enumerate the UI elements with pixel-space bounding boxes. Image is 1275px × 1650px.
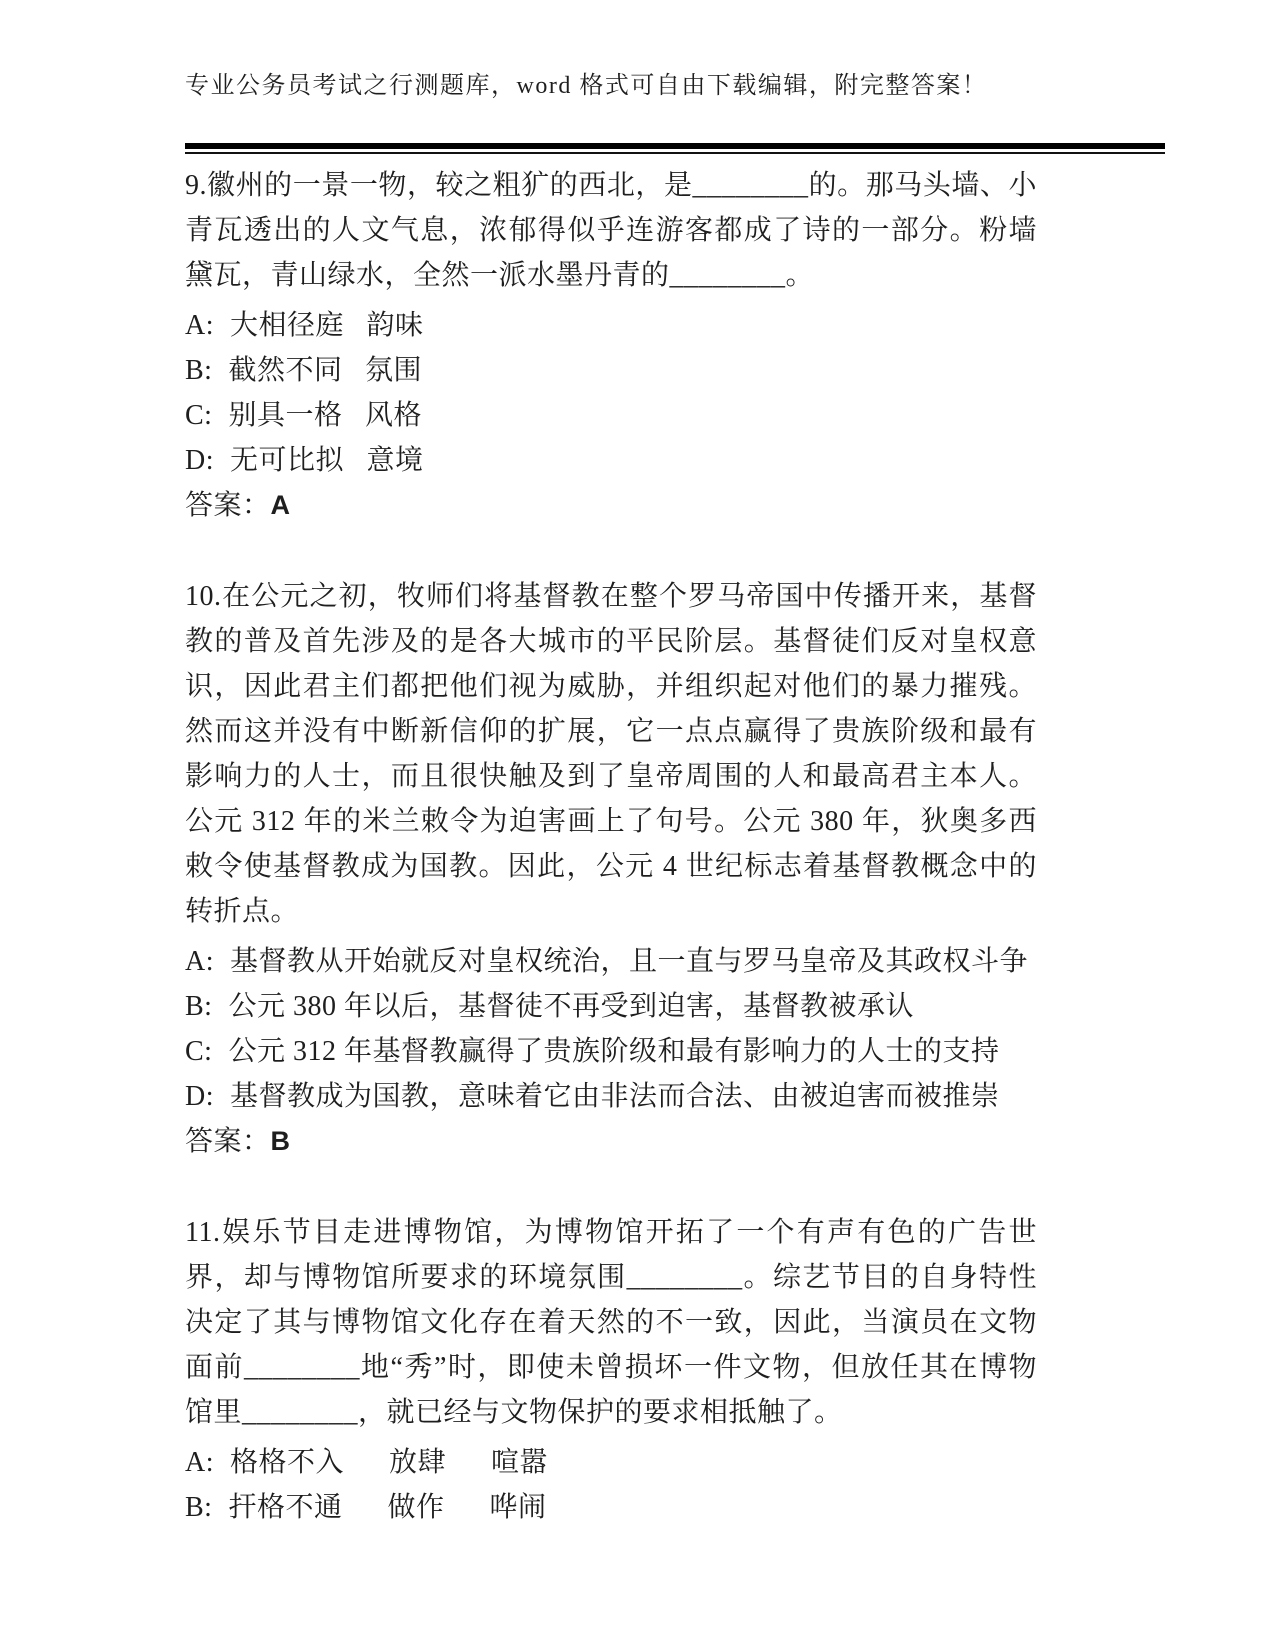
option-row-b (185, 348, 1037, 393)
options-list (185, 303, 1037, 483)
option-label: A: (185, 946, 214, 977)
answer-row (185, 483, 1037, 528)
option-text: 扞格不通 做作 哗闹 (228, 1492, 547, 1523)
option-text: 大相径庭 韵味 (230, 310, 424, 341)
option-label: A: (185, 1447, 214, 1478)
options-list (185, 939, 1037, 1119)
question-stem (185, 574, 1037, 934)
option-label: B: (185, 355, 213, 386)
question-number: 10. (185, 581, 222, 612)
question-stem (185, 1210, 1037, 1435)
option-row-d (185, 438, 1037, 483)
answer-label: 答案： (185, 490, 271, 521)
option-row-b (185, 984, 1037, 1029)
option-text: 公元 380 年以后，基督徒不再受到迫害，基督教被承认 (228, 991, 914, 1022)
question-stem-text: 在公元之初，牧师们将基督教在整个罗马帝国中传播开来，基督教的普及首先涉及的是各大城市的平民阶层。基督徒们反对皇权意识，因此君主们都把他们视为威胁，并组织起对他们的暴力摧残。然而这并没有中断新信仰的扩展，它一点点赢得了贵族阶级和最有影响力的人士，而且很快触及到了皇帝周围的人和最高君主本人。公元 312 年的米兰敕令为迫害画上了句号。公元 380 年，狄奥多西敕令使基督教成为国教。因此，公元 4 世纪标志着基督教概念中的转折点。 (185, 581, 1037, 927)
document-header-text: 专业公务员考试之行测题库，word 格式可自由下载编辑，附完整答案！ (185, 73, 988, 99)
option-label: A: (185, 310, 214, 341)
option-row-c (185, 393, 1037, 438)
option-row-a (185, 1440, 1037, 1485)
option-row-b (185, 1485, 1037, 1530)
option-text: 格格不入 放肆 喧嚣 (230, 1447, 549, 1478)
option-text: 公元 312 年基督教赢得了贵族阶级和最有影响力的人士的支持 (228, 1036, 1000, 1067)
question-block-10 (185, 574, 1037, 1164)
question-block-9 (185, 163, 1037, 528)
option-row-a (185, 939, 1037, 984)
question-stem-text: 娱乐节目走进博物馆，为博物馆开拓了一个有声有色的广告世界，却与博物馆所要求的环境氛围________。综艺节目的自身特性决定了其与博物馆文化存在着天然的不一致，因此，当演员在文物面前________地“秀”时，即使未曾损坏一件文物，但放任其在博物馆里________，就已经与文物保护的要求相抵触了。 (185, 1217, 1037, 1428)
option-label: C: (185, 400, 213, 431)
header-divider-rule (185, 143, 1165, 154)
question-stem-text: 徽州的一景一物，较之粗犷的西北，是________的。那马头墙、小青瓦透出的人文气息，浓郁得似乎连游客都成了诗的一部分。粉墙黛瓦，青山绿水，全然一派水墨丹青的________。 (185, 170, 1037, 291)
option-text: 截然不同 氛围 (228, 355, 422, 386)
options-list (185, 1440, 1037, 1530)
question-number: 9. (185, 170, 207, 201)
option-text: 基督教成为国教，意味着它由非法而合法、由被迫害而被推崇 (230, 1081, 1000, 1112)
answer-value: A (270, 490, 291, 520)
option-row-c (185, 1029, 1037, 1074)
question-stem (185, 163, 1037, 298)
answer-label: 答案： (185, 1126, 271, 1157)
option-label: B: (185, 991, 213, 1022)
option-label: D: (185, 1081, 214, 1112)
option-text: 基督教从开始就反对皇权统治，且一直与罗马皇帝及其政权斗争 (230, 946, 1029, 977)
option-label: B: (185, 1492, 213, 1523)
option-label: D: (185, 445, 214, 476)
question-block-11 (185, 1210, 1037, 1530)
option-text: 无可比拟 意境 (230, 445, 424, 476)
answer-row (185, 1119, 1037, 1164)
option-row-a (185, 303, 1037, 348)
option-row-d (185, 1074, 1037, 1119)
answer-value: B (270, 1126, 291, 1156)
question-number: 11. (185, 1217, 221, 1248)
option-text: 别具一格 风格 (228, 400, 422, 431)
option-label: C: (185, 1036, 213, 1067)
